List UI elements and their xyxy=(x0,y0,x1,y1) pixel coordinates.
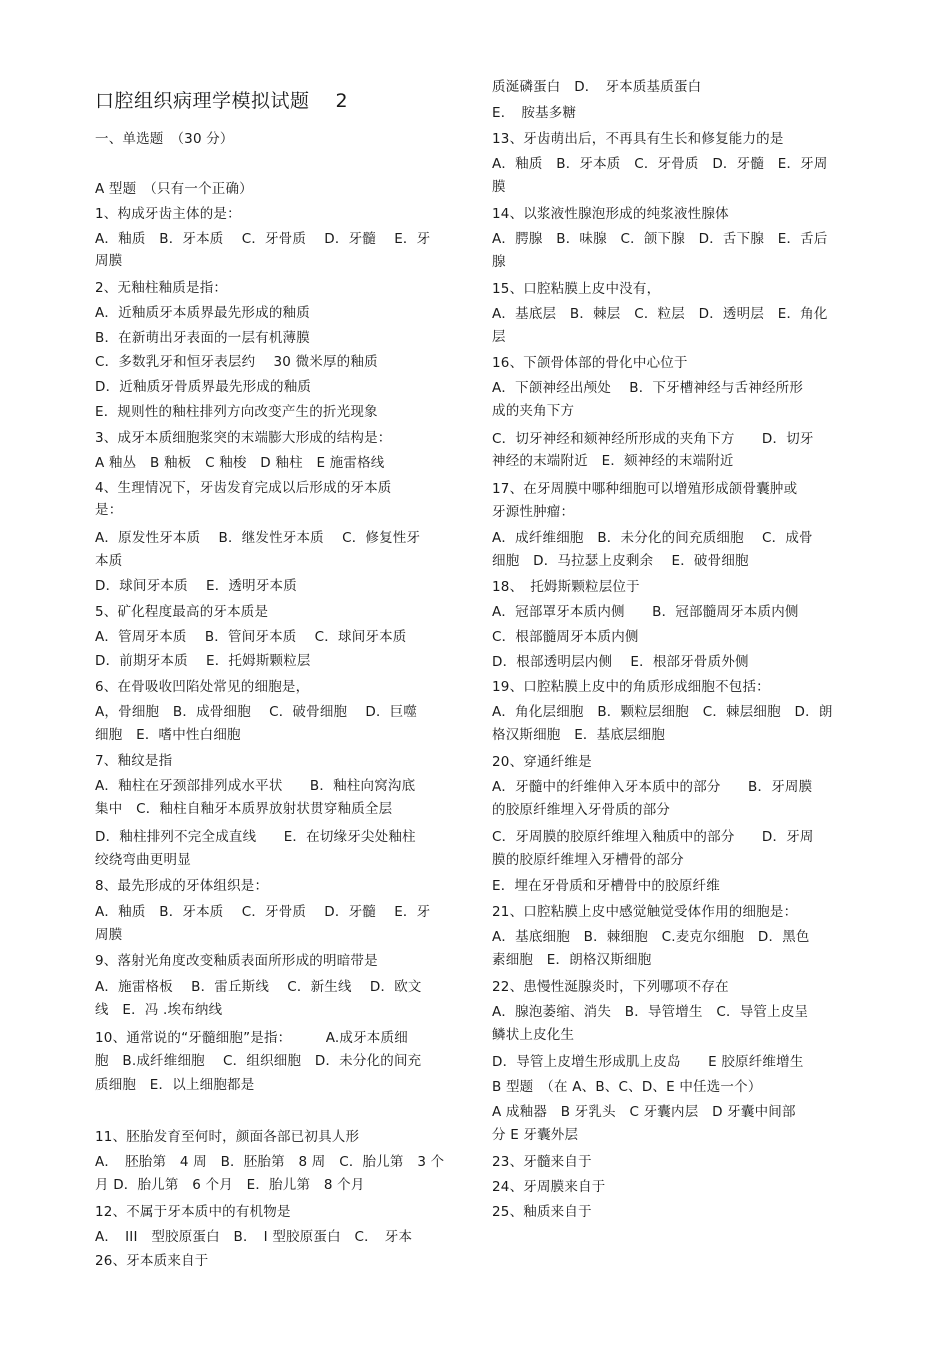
right-text-line: D．根部透明层内侧 E．根部牙骨质外侧 xyxy=(492,654,749,670)
right-text-line: E． 胺基多糖 xyxy=(492,105,577,121)
page-title: 口腔组织病理学模拟试题 2 xyxy=(95,90,349,112)
right-text-line: 17、在牙周膜中哪种细胞可以增殖形成颌骨囊肿或 xyxy=(492,481,798,497)
right-text-line: 24、牙周膜来自于 xyxy=(492,1179,606,1195)
left-text-line: 4、生理情况下，牙齿发育完成以后形成的牙本质 xyxy=(95,480,392,496)
left-text-line: 周膜 xyxy=(95,927,123,943)
left-text-line: C．多数乳牙和恒牙表层约 30 微米厚的釉质 xyxy=(95,354,378,370)
right-text-line: A．腭腺 B．味腺 C．颌下腺 D．舌下腺 E．舌后 xyxy=(492,231,828,247)
right-text-line: 腺 xyxy=(492,254,506,270)
left-text-line: 是： xyxy=(95,502,123,518)
left-text-line: A．釉质 B．牙本质 C．牙骨质 D．牙髓 E．牙 xyxy=(95,904,431,920)
right-text-line: 14、以浆液性腺泡形成的纯浆液性腺体 xyxy=(492,206,729,222)
right-text-line: D．导管上皮增生形成肌上皮岛 E 胶原纤维增生 xyxy=(492,1054,804,1070)
left-text-line: B．在新萌出牙表面的一层有机薄膜 xyxy=(95,330,310,346)
right-text-line: 膜的胶原纤维埋入牙槽骨的部分 xyxy=(492,852,684,868)
left-text-line: 本质 xyxy=(95,553,123,569)
left-text-line: E．规则性的釉柱排列方向改变产生的折光现象 xyxy=(95,404,378,420)
left-text-line: D．球间牙本质 E．透明牙本质 xyxy=(95,578,297,594)
right-text-line: A．釉质 B．牙本质 C．牙骨质 D．牙髓 E．牙周 xyxy=(492,156,828,172)
left-text-line: 月 D．胎儿第 6 个月 E．胎儿第 8 个月 xyxy=(95,1177,365,1193)
left-text-line: 9、落射光角度改变釉质表面所形成的明暗带是 xyxy=(95,953,378,969)
left-text-line: 3、成牙本质细胞浆突的末端膨大形成的结构是： xyxy=(95,430,392,446)
right-text-line: 牙源性肿瘤： xyxy=(492,504,575,520)
left-text-line: D．前期牙本质 E．托姆斯颗粒层 xyxy=(95,653,311,669)
right-text-line: 15、口腔粘膜上皮中没有， xyxy=(492,281,661,297)
right-text-line: A．腺泡萎缩、消失 B．导管增生 C．导管上皮呈 xyxy=(492,1004,809,1020)
left-text-line: D．近釉质牙骨质界最先形成的釉质 xyxy=(95,379,312,395)
left-text-line: A．近釉质牙本质界最先形成的釉质 xyxy=(95,305,310,321)
right-text-line: A．基底层 B．棘层 C．粒层 D．透明层 E．角化 xyxy=(492,306,828,322)
right-text-line: 成的夹角下方 xyxy=(492,403,575,419)
left-text-line: 绞绕弯曲更明显 xyxy=(95,852,191,868)
right-text-line: A．牙髓中的纤维伸入牙本质中的部分 B．牙周膜 xyxy=(492,779,813,795)
left-text-line: 7、釉纹是指 xyxy=(95,753,173,769)
left-text-line: A．施雷格板 B．雷丘斯线 C．新生线 D．欧文 xyxy=(95,979,422,995)
right-text-line: 16、下颌骨体部的骨化中心位于 xyxy=(492,355,688,371)
left-text-line: 集中 C．釉柱自釉牙本质界放射状贯穿釉质全层 xyxy=(95,801,393,817)
right-text-line: 格汉斯细胞 E．基底层细胞 xyxy=(492,727,666,743)
right-text-line: 的胶原纤维埋入牙骨质的部分 xyxy=(492,802,671,818)
right-text-line: C．牙周膜的胶原纤维埋入釉质中的部分 D．牙周 xyxy=(492,829,814,845)
right-text-line: E．埋在牙骨质和牙槽骨中的胶原纤维 xyxy=(492,878,720,894)
left-text-line: A．釉质 B．牙本质 C．牙骨质 D．牙髓 E．牙 xyxy=(95,231,431,247)
left-text-line: 12、不属于牙本质中的有机物是 xyxy=(95,1204,291,1220)
right-text-line: 20、穿通纤维是 xyxy=(492,754,592,770)
right-text-line: 18、 托姆斯颗粒层位于 xyxy=(492,579,640,595)
right-text-line: C．切牙神经和颏神经所形成的夹角下方 D．切牙 xyxy=(492,431,814,447)
right-text-line: 层 xyxy=(492,329,506,345)
right-text-line: 13、牙齿萌出后，不再具有生长和修复能力的是 xyxy=(492,131,784,147)
left-text-line: 1、构成牙齿主体的是： xyxy=(95,206,241,222)
right-text-line: 22、患慢性涎腺炎时，下列哪项不存在 xyxy=(492,979,729,995)
left-text-line: A 型题 （只有一个正确） xyxy=(95,181,253,197)
right-text-line: A．下颌神经出颅处 B．下牙槽神经与舌神经所形 xyxy=(492,380,804,396)
left-text-line: 一、单选题 （30 分） xyxy=(95,131,234,147)
left-text-line: A．釉柱在牙颈部排列成水平状 B．釉柱向窝沟底 xyxy=(95,778,416,794)
left-text-line: A． 胚胎第 4 周 B．胚胎第 8 周 C．胎儿第 3 个 xyxy=(95,1154,445,1170)
right-text-line: 23、牙髓来自于 xyxy=(492,1154,592,1170)
left-text-line: 10、通常说的“牙髓细胞”是指： A.成牙本质细 xyxy=(95,1030,408,1046)
left-text-line: 5、矿化程度最高的牙本质是 xyxy=(95,604,269,620)
right-text-line: C．根部髓周牙本质内侧 xyxy=(492,629,639,645)
left-text-line: 6、在骨吸收凹陷处常见的细胞是， xyxy=(95,679,310,695)
right-text-line: A．冠部罩牙本质内侧 B．冠部髓周牙本质内侧 xyxy=(492,604,799,620)
left-text-line: 2、无釉柱釉质是指： xyxy=(95,280,228,296)
right-text-line: 25、釉质来自于 xyxy=(492,1204,592,1220)
left-text-line: 细胞 E．嗜中性白细胞 xyxy=(95,727,241,743)
left-text-line: A．原发性牙本质 B．继发性牙本质 C．修复性牙 xyxy=(95,530,421,546)
left-text-line: 质细胞 E．以上细胞都是 xyxy=(95,1077,255,1093)
left-text-line: 周膜 xyxy=(95,253,123,269)
right-text-line: 素细胞 E．朗格汉斯细胞 xyxy=(492,952,652,968)
right-text-line: 神经的末端附近 E．颏神经的末端附近 xyxy=(492,453,734,469)
right-text-line: B 型题 （在 A、B、C、D、E 中任选一个） xyxy=(492,1079,762,1095)
left-text-line: 8、最先形成的牙体组织是： xyxy=(95,878,269,894)
right-text-line: 分 E 牙囊外层 xyxy=(492,1127,579,1143)
left-text-line: 11、胚胎发育至何时，颜面各部已初具人形 xyxy=(95,1129,360,1145)
right-text-line: A 成釉器 B 牙乳头 C 牙囊内层 D 牙囊中间部 xyxy=(492,1104,796,1120)
left-text-line: D．釉柱排列不完全成直线 E．在切缘牙尖处釉柱 xyxy=(95,829,416,845)
right-text-line: 21、口腔粘膜上皮中感觉触觉受体作用的细胞是： xyxy=(492,904,798,920)
left-text-line: A 釉丛 B 釉板 C 釉梭 D 釉柱 E 施雷格线 xyxy=(95,455,385,471)
left-text-line: A． III 型胶原蛋白 B． I 型胶原蛋白 C． 牙本 xyxy=(95,1229,413,1245)
left-text-line: 26、牙本质来自于 xyxy=(95,1253,209,1269)
right-text-line: 鳞状上皮化生 xyxy=(492,1027,575,1043)
right-text-line: A．角化层细胞 B．颗粒层细胞 C．棘层细胞 D．朗 xyxy=(492,704,833,720)
left-text-line: A，骨细胞 B．成骨细胞 C．破骨细胞 D．巨噬 xyxy=(95,704,418,720)
right-text-line: 质涎磷蛋白 D． 牙本质基质蛋白 xyxy=(492,79,702,95)
left-text-line: 胞 B.成纤维细胞 C．组织细胞 D．未分化的间充 xyxy=(95,1053,422,1069)
right-text-line: A．成纤维细胞 B．未分化的间充质细胞 C．成骨 xyxy=(492,530,813,546)
right-text-line: 膜 xyxy=(492,179,506,195)
right-text-line: 19、口腔粘膜上皮中的角质形成细胞不包括： xyxy=(492,679,770,695)
left-text-line: 线 E．冯 .埃布纳线 xyxy=(95,1002,223,1018)
left-text-line: A．管周牙本质 B．管间牙本质 C．球间牙本质 xyxy=(95,629,407,645)
right-text-line: 细胞 D．马拉瑟上皮剩余 E．破骨细胞 xyxy=(492,553,749,569)
right-text-line: A．基底细胞 B．棘细胞 C.麦克尔细胞 D．黑色 xyxy=(492,929,810,945)
